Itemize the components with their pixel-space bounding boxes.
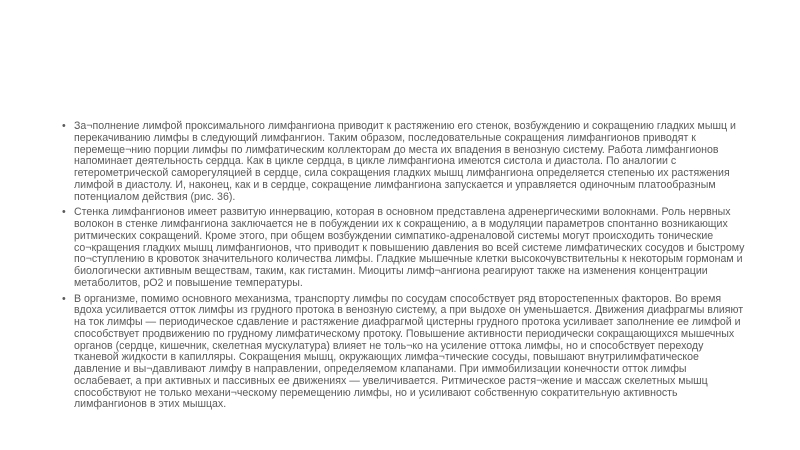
paragraph-text: Стенка лимфангионов имеет развитую иннервацию, которая в основном представлена адренергическими волокнами. Роль нервных волокон в стенке лимфангиона заключается не в побуждении их к сокращению, а в модуляции параметров спонтанно возникающих ритмических сокращений. Кроме этого, при общем возбуждении симпатико-адреналовой системы могут происходить тонические со¬кращения гладких мышц лимфангионов, что приводит к повышению давления во всей системе лимфатических сосудов и быстрому по¬ступлению в кровоток значительного количества лимфы. Гладкие мышечные клетки высокочувствительны к некоторым гормонам и биологически активным веществам, таким, как гистамин. Миоциты лимф¬ангиона реагируют также на изменения концентрации метаболитов, рО2 и повышение температуры. <box>74 206 745 289</box>
text-body <box>62 121 747 415</box>
paragraph-text: В организме, помимо основного механизма, транспорту лимфы по сосудам способствует ряд второстепенных факторов. Во время вдоха усиливается отток лимфы из грудного протока в венозную систему, а при выдохе он уменьшается. Движения диафрагмы влияют на ток лимфы — периодическое сдавление и растяжение диафрагмой цистерны грудного протока усиливает заполнение ее лимфой и способствует продвижению по грудному лимфатическому протоку. Повышение активности периодически сокращающихся мышечных органов (сердце, кишечник, скелетная мускулатура) влияет не толь¬ко на усиление оттока лимфы, но и способствует переходу тканевой жидкости в капилляры. Сокращения мышц, окружающих лимфа¬тические сосуды, повышают внутрилимфатическое давление и вы¬давливают лимфу в направлении, определяемом клапанами. При иммобилизации конечности отток лимфы ослабевает, а при активных и пассивных ее движениях — увеличивается. Ритмическое растя¬жение и массаж скелетных мышц способствуют не только механи¬ческому перемещению лимфы, но и усиливают собственную сократительную активность лимфангионов в этих мышцах. <box>74 292 744 411</box>
paragraph-text: За¬полнение лимфой проксимального лимфангиона приводит к растяжению его стенок, возбуждению и сокращению гладких мышц и перекачиванию лимфы в следующий лимфангион. Таким образом, последовательные сокращения лимфангионов приводят к перемеще¬нию порции лимфы по лимфатическим коллекторам до места их впадения в венозную систему. Работа лимфангионов напоминает деятельность сердца. Как в цикле сердца, в цикле лимфангиона имеются систола и диастола. По аналогии с гетерометрической саморегуляцией в сердце, сила сокращения гладких мышц лимфангиона определяется степенью их растяжения лимфой в диастолу. И, наконец, как и в сердце, сокращение лимфангиона запускается и управляется одиночным платообразным потенциалом действия (рис. 36). <box>74 120 736 203</box>
paragraph-secondary-factors <box>62 294 747 412</box>
paragraph-lymph-filling <box>62 121 747 203</box>
bullet-glyph: • <box>62 206 66 219</box>
bullet-glyph: • <box>62 120 66 132</box>
paragraph-innervation <box>62 207 747 289</box>
bullet-glyph: • <box>62 292 66 305</box>
